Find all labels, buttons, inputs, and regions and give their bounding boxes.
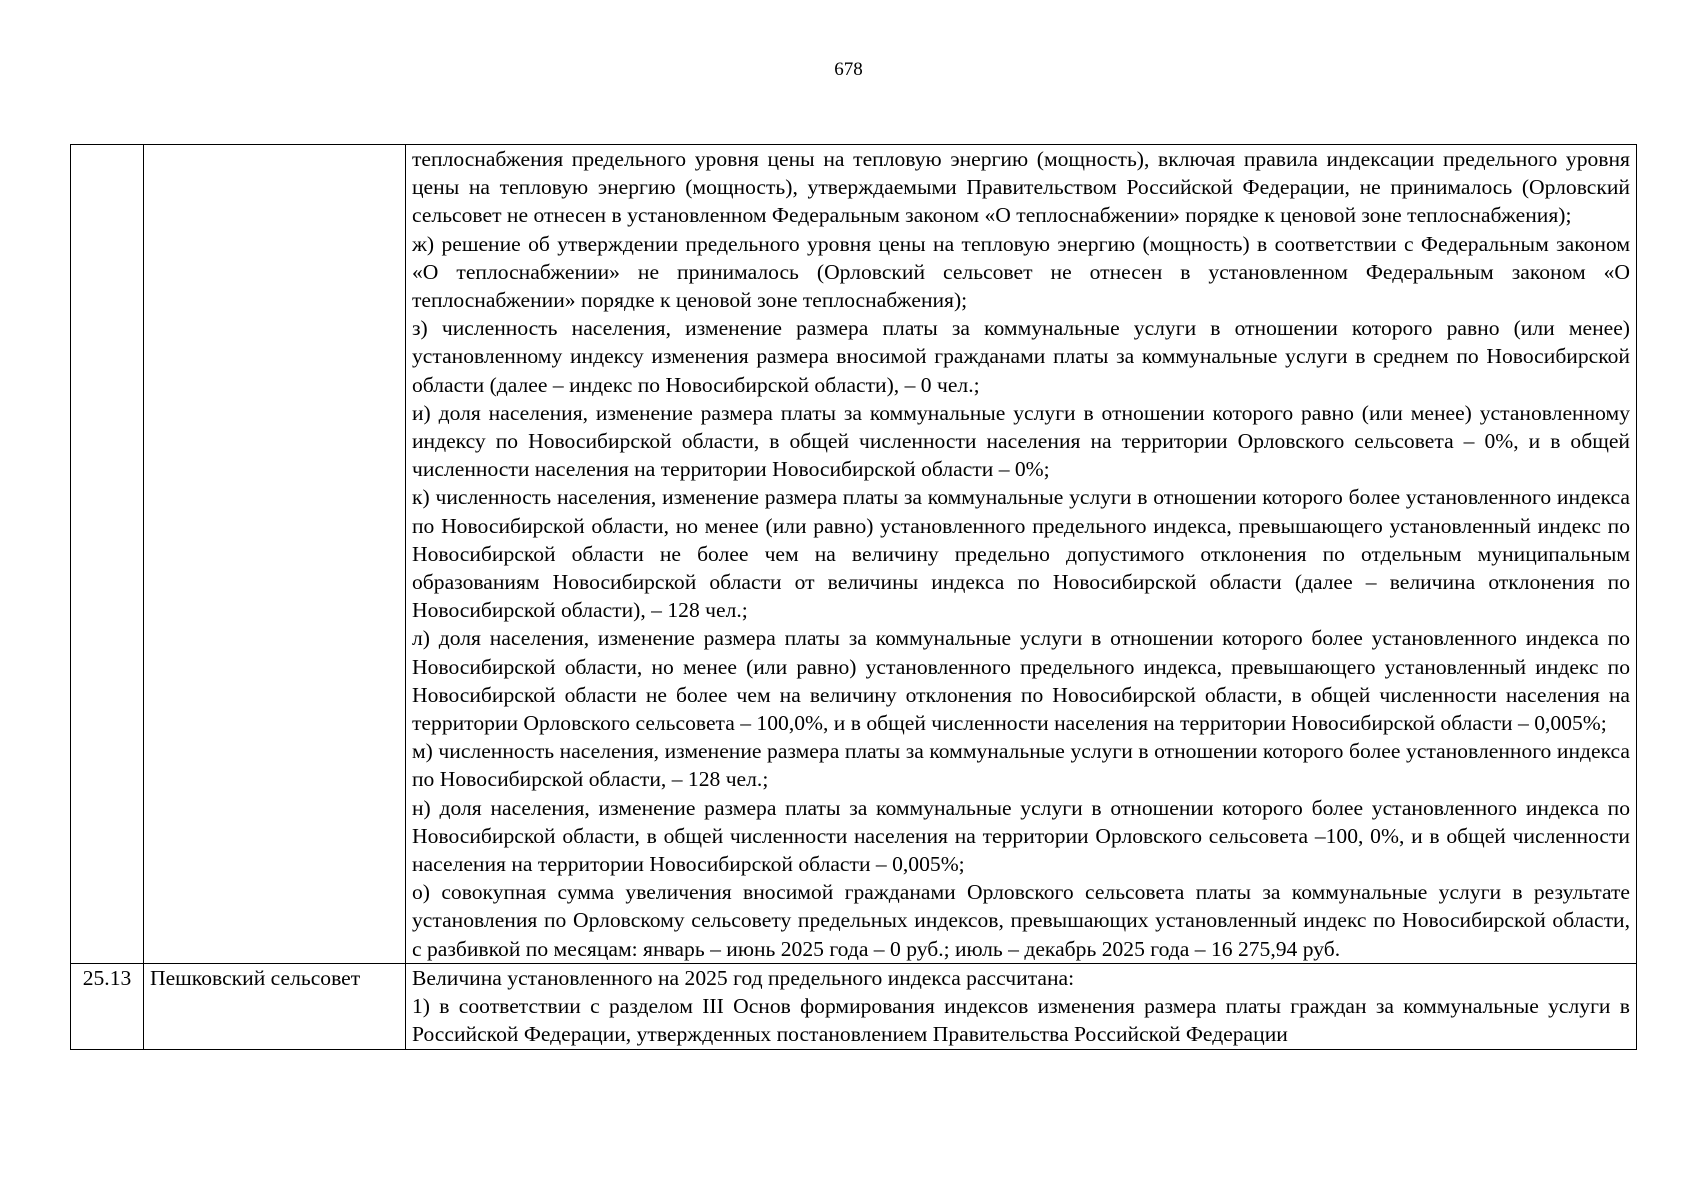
table-row bbox=[71, 145, 1637, 964]
row-number-cell bbox=[71, 145, 144, 964]
paragraph: з) численность населения, изменение размера платы за коммунальные услуги в отношении которого равно (или менее) установленному индексу изменения размера вносимой гражданами платы за коммунальные услуги в среднем по Новосибирской области (далее – индекс по Новосибирской области), – 0 чел.; bbox=[412, 316, 1630, 397]
document-table bbox=[70, 144, 1637, 1050]
row-number-cell: 25.13 bbox=[71, 963, 144, 1049]
paragraph: теплоснабжения предельного уровня цены на тепловую энергию (мощность), включая правила индексации предельного уровня цены на тепловую энергию (мощность), утверждаемыми Правительством Российской Федерации, не принималось (Орловский сельсовет не отнесен в установленном Федеральным законом «О теплоснабжении» порядке к ценовой зоне теплоснабжения); bbox=[412, 147, 1630, 228]
description-cell bbox=[406, 145, 1637, 964]
description-cell bbox=[406, 963, 1637, 1049]
paragraph: 1) в соответствии с разделом III Основ формирования индексов изменения размера платы граждан за коммунальные услуги в Российской Федерации, утвержденных постановлением Правительства Российской Федерации bbox=[412, 994, 1630, 1047]
paragraph: н) доля населения, изменение размера платы за коммунальные услуги в отношении которого более установленного индекса по Новосибирской области, в общей численности населения на территории Орловского сельсовета –100, 0%, и в общей численности населения на территории Новосибирской области – 0,005%; bbox=[412, 795, 1630, 877]
paragraph: м) численность населения, изменение размера платы за коммунальные услуги в отношении которого более установленного индекса по Новосибирской области, – 128 чел.; bbox=[412, 739, 1630, 792]
paragraph: л) доля населения, изменение размера платы за коммунальные услуги в отношении которого более установленного индекса по Новосибирской области, но менее (или равно) установленного предельного индекса, превышающего установленный индекс по Новосибирской области не более чем на величину отклонения по Новосибирской области, в общей численности населения на территории Орловского сельсовета – 100,0%, и в общей численности населения на территории Новосибирской области – 0,005%; bbox=[412, 626, 1630, 736]
paragraph: о) совокупная сумма увеличения вносимой гражданами Орловского сельсовета платы за коммунальные услуги в результате установления по Орловскому сельсовету предельных индексов, превышающих установленный индекс по Новосибирской области, с разбивкой по месяцам: январь – июнь 2025 года – 0 руб.; июль – декабрь 2025 года – 16 275,94 руб. bbox=[412, 880, 1630, 961]
paragraph: Величина установленного на 2025 год предельного индекса рассчитана: bbox=[412, 965, 1075, 990]
page-number: 678 bbox=[834, 59, 863, 80]
paragraph: ж) решение об утверждении предельного уровня цены на тепловую энергию (мощность) в соответствии с Федеральным законом «О теплоснабжении» не принималось (Орловский сельсовет не отнесен в установленном Федеральным законом «О теплоснабжении» порядке к ценовой зоне теплоснабжения); bbox=[412, 231, 1630, 313]
municipality-name-cell: Пешковский сельсовет bbox=[144, 963, 406, 1049]
municipality-name-cell bbox=[144, 145, 406, 964]
paragraph: к) численность населения, изменение размера платы за коммунальные услуги в отношении которого более установленного индекса по Новосибирской области, но менее (или равно) установленного предельного индекса, превышающего установленный индекс по Новосибирской области не более чем на величину предельно допустимого отклонения по отдельным муниципальным образованиям Новосибирской области от величины индекса по Новосибирской области (далее – величина отклонения по Новосибирской области), – 128 чел.; bbox=[412, 485, 1630, 623]
table-row bbox=[71, 963, 1637, 1049]
paragraph: и) доля населения, изменение размера платы за коммунальные услуги в отношении которого равно (или менее) установленному индексу по Новосибирской области, в общей численности населения на территории Орловского сельсовета – 0%, и в общей численности населения на территории Новосибирской области – 0%; bbox=[412, 400, 1630, 482]
